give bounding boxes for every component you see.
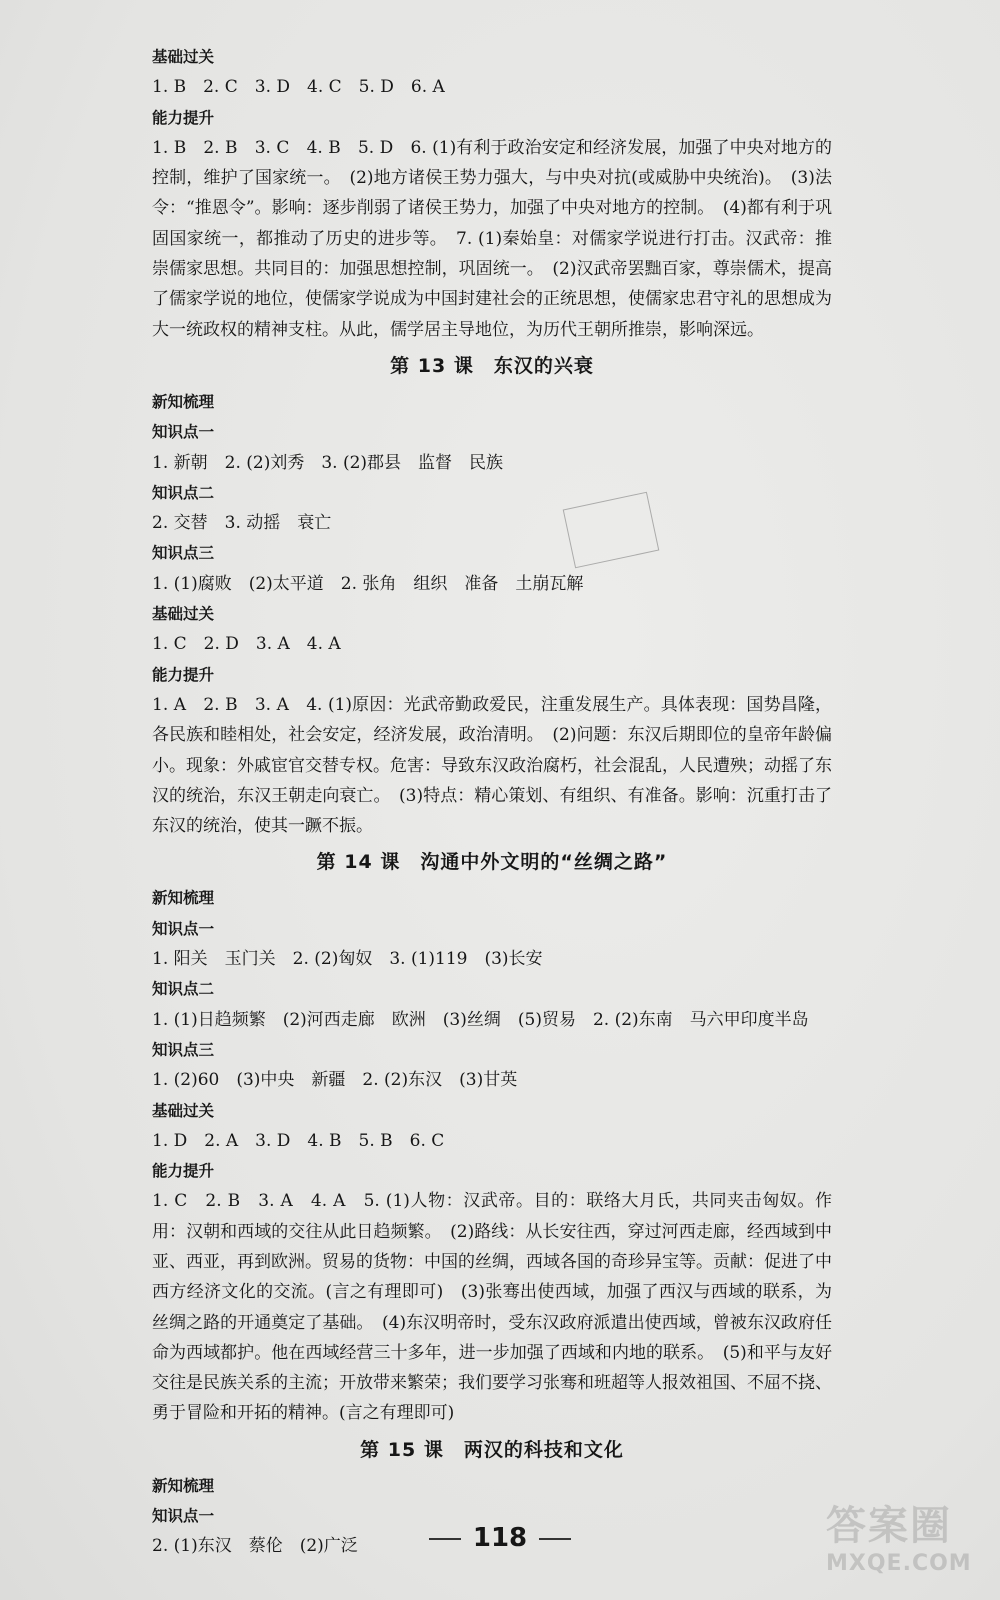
section-heading: 基础过关 xyxy=(152,605,215,624)
section-heading: 知识点二 xyxy=(152,483,215,502)
site-watermark xyxy=(826,1494,986,1590)
right-dash xyxy=(539,1538,571,1540)
section-heading: 新知梳理 xyxy=(152,1476,215,1495)
section-heading: 知识点一 xyxy=(152,423,215,442)
answer-line: 1. C 2. D 3. A 4. A xyxy=(152,634,341,655)
section-heading: 知识点二 xyxy=(152,980,215,999)
section-heading: 知识点一 xyxy=(152,1507,215,1526)
page-number: 118 xyxy=(472,1523,528,1553)
left-dash xyxy=(429,1538,461,1540)
section-heading: 新知梳理 xyxy=(152,392,215,411)
section-heading: 知识点三 xyxy=(152,544,215,563)
section-heading: 知识点三 xyxy=(152,1040,215,1059)
lesson-title: 第 13 课 东汉的兴衰 xyxy=(390,354,594,377)
section-heading: 能力提升 xyxy=(152,108,215,127)
answer-paragraph: 1. B 2. B 3. C 4. B 5. D 6. (1)有利于政治安定和经济发展，加强了中央对地方的控制，维护了国家统一。 (2)地方诸侯王势力强大，与中央对抗(或威胁中央统治)。 (3)法令：“推恩令”。影响：逐步削弱了诸侯王势力，加强了中央对地方的控制。 (4)都有利于巩固国家统一，都推动了历史的进步等。 7. (1)秦始皇：对儒家学说进行打击。汉武帝：推崇儒家思想。共同目的：加强思想控制，巩固统一。 (2)汉武帝罢黜百家，尊崇儒术，提高了儒家学说的地位，使儒家学说成为中国封建社会的正统思想，使儒家忠君守礼的思想成为大一统政权的精神支柱。从此，儒学居主导地位，为历代王朝所推崇，影响深远。 xyxy=(152,137,832,340)
answer-line: 1. (1)日趋频繁 (2)河西走廊 欧洲 (3)丝绸 (5)贸易 2. (2)东南 马六甲印度半岛 xyxy=(152,1009,809,1030)
answer-line: 1. B 2. C 3. D 4. C 5. D 6. A xyxy=(152,77,445,98)
section-heading: 基础过关 xyxy=(152,1101,215,1120)
section-heading: 基础过关 xyxy=(152,48,215,66)
watermark-url: MXQE.COM xyxy=(826,1551,972,1576)
answer-line: 2. 交替 3. 动摇 衰亡 xyxy=(152,513,332,534)
answer-line: 1. (1)腐败 (2)太平道 2. 张角 组织 准备 土崩瓦解 xyxy=(152,573,584,594)
answer-line: 1. 阳关 玉门关 2. (2)匈奴 3. (1)119 (3)长安 xyxy=(152,949,543,970)
section-heading: 能力提升 xyxy=(152,1162,215,1181)
answer-line: 2. (1)东汉 蔡伦 (2)广泛 xyxy=(152,1536,358,1557)
answer-paragraph: 1. A 2. B 3. A 4. (1)原因：光武帝勤政爱民，注重发展生产。具体表现：国势昌隆，各民族和睦相处，社会安定，经济发展，政治清明。 (2)问题：东汉后期即位的皇帝年龄偏小。现象：外戚宦官交替专权。危害：导致东汉政治腐朽，社会混乱，人民遭殃；动摇了东汉的统治，东汉王朝走向衰亡。 (3)特点：精心策划、有组织、有准备。影响：沉重打击了东汉的统治，使其一蹶不振。 xyxy=(152,694,832,837)
section-heading: 新知梳理 xyxy=(152,889,215,908)
answer-paragraph: 1. C 2. B 3. A 4. A 5. (1)人物：汉武帝。目的：联络大月氏，共同夹击匈奴。作用：汉朝和西域的交往从此日趋频繁。 (2)路线：从长安往西，穿过河西走廊，经西域到中亚、西亚，再到欧洲。贸易的货物：中国的丝绸，西域各国的奇珍异宝等。贡献：促进了中西方经济文化的交流。(言之有理即可) (3)张骞出使西域，加强了西汉与西域的联系，为丝绸之路的开通奠定了基础。 (4)东汉明帝时，受东汉政府派遣出使西域，曾被东汉政府任命为西域都护。他在西域经营三十多年，进一步加强了西域和内地的联系。 (5)和平与友好交往是民族关系的主流；开放带来繁荣；我们要学习张骞和班超等人报效祖国、不屈不挠、勇于冒险和开拓的精神。(言之有理即可) xyxy=(152,1191,832,1424)
answer-content xyxy=(152,42,832,1562)
answer-line: 1. (2)60 (3)中央 新疆 2. (2)东汉 (3)甘英 xyxy=(152,1070,518,1091)
lesson-title: 第 14 课 沟通中外文明的“丝绸之路” xyxy=(316,851,668,874)
lesson-title: 第 15 课 两汉的科技和文化 xyxy=(360,1438,624,1461)
watermark-chinese: 答案圈 xyxy=(826,1503,952,1549)
section-heading: 能力提升 xyxy=(152,665,215,684)
answer-line: 1. 新朝 2. (2)刘秀 3. (2)郡县 监督 民族 xyxy=(152,452,504,473)
answer-line: 1. D 2. A 3. D 4. B 5. B 6. C xyxy=(152,1130,445,1151)
section-heading: 知识点一 xyxy=(152,919,215,938)
